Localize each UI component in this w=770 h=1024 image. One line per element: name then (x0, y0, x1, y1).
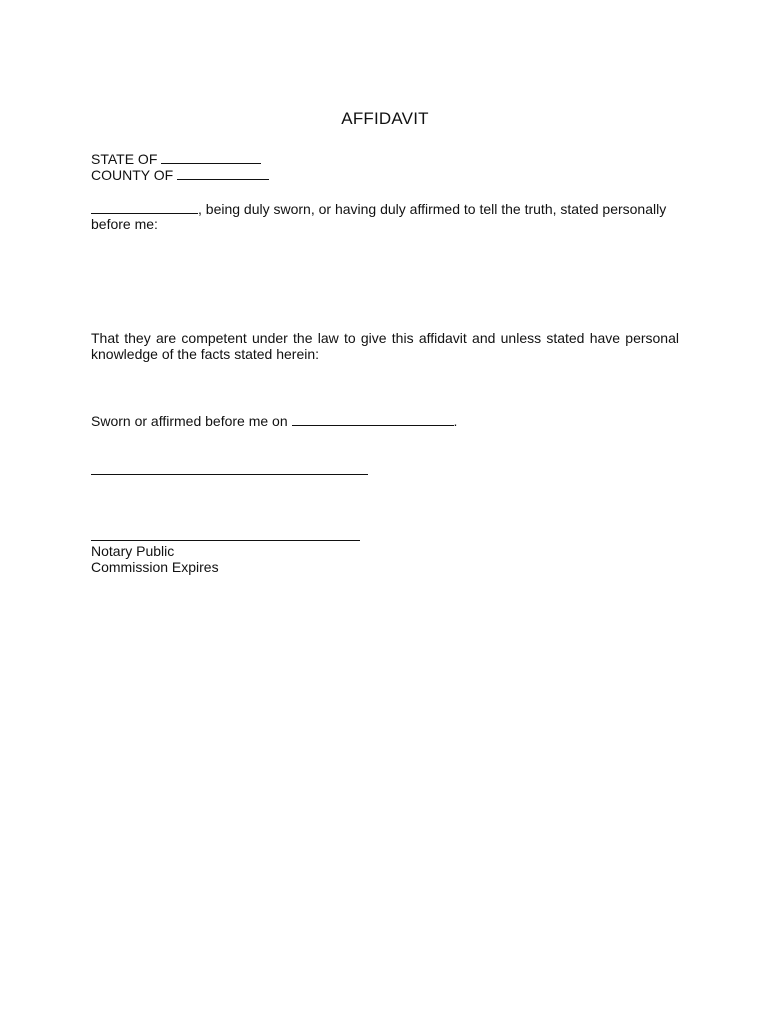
sworn-date-blank[interactable] (292, 412, 454, 426)
document-title: AFFIDAVIT (341, 109, 429, 128)
county-label: COUNTY OF (91, 167, 174, 183)
notary-signature-line[interactable] (91, 540, 360, 541)
affiant-line (91, 200, 679, 217)
affiant-statement: , being duly sworn, or having duly affirmed to tell the truth, stated personally (198, 201, 667, 217)
competence-paragraph: That they are competent under the law to give this affidavit and unless stated have personal knowledge of the facts stated herein: (91, 330, 679, 362)
county-blank[interactable] (177, 166, 269, 180)
county-line (91, 166, 269, 183)
affiant-name-blank[interactable] (91, 200, 198, 214)
commission-label: Commission Expires (91, 559, 219, 575)
state-label: STATE OF (91, 151, 158, 167)
state-line (91, 150, 261, 167)
sworn-line (91, 412, 457, 429)
state-blank[interactable] (161, 150, 261, 164)
notary-label: Notary Public (91, 543, 175, 559)
sworn-suffix: . (453, 413, 458, 429)
affiant-statement-continued: before me: (91, 216, 158, 232)
sworn-label: Sworn or affirmed before me on (91, 413, 288, 429)
affiant-signature-line[interactable] (91, 474, 368, 475)
